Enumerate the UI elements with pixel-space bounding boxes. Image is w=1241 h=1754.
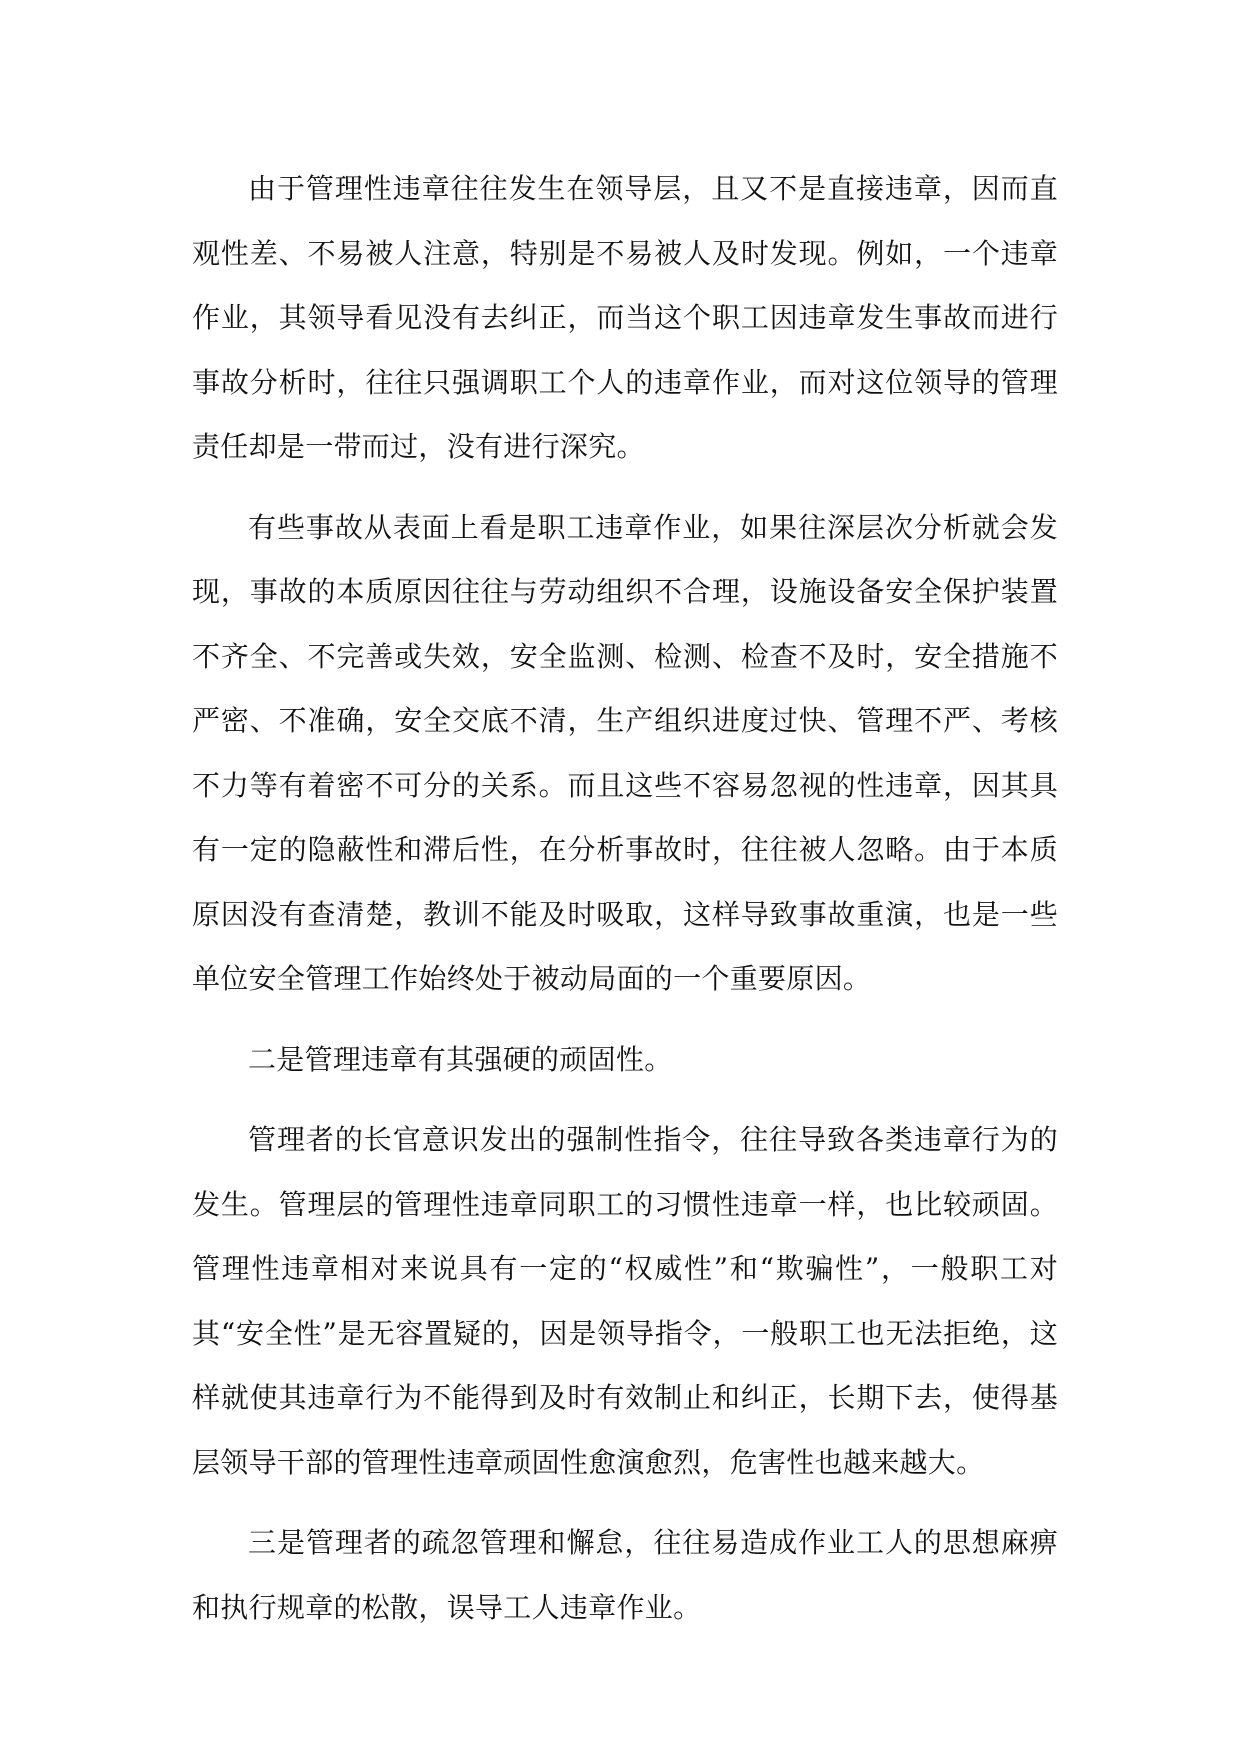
paragraph-2: 有些事故从表面上看是职工违章作业，如果往深层次分析就会发现，事故的本质原因往往与劳动组织不合理，设施设备安全保护装置不齐全、不完善或失效，安全监测、检测、检查不及时，安全措施不严密、不准确，安全交底不清，生产组织进度过快、管理不严、考核不力等有着密不可分的关系。而且这些不容易忽视的性违章，因其具有一定的隐蔽性和滞后性，在分析事故时，往往被人忽略。由于本质原因没有查清楚，教训不能及时吸取，这样导致事故重演，也是一些单位安全管理工作始终处于被动局面的一个重要原因。: [192, 510, 1058, 995]
paragraph-3-heading: 二是管理违章有其强硬的顽固性。: [248, 1042, 673, 1076]
paragraph-4: 管理者的长官意识发出的强制性指令，往往导致各类违章行为的发生。管理层的管理性违章同职工的习惯性违章一样，也比较顽固。管理性违章相对来说具有一定的“权威性”和“欺骗性”，一般职工对其“安全性”是无容置疑的，因是领导指令，一般职工也无法拒绝，这样就使其违章行为不能得到及时有效制止和纠正，长期下去，使得基层领导干部的管理性违章顽固性愈演愈烈，危害性也越来越大。: [192, 1123, 1058, 1479]
paragraph-1: 由于管理性违章往往发生在领导层，且又不是直接违章，因而直观性差、不易被人注意，特别是不易被人及时发现。例如，一个违章作业，其领导看见没有去纠正，而当这个职工因违章发生事故而进行事故分析时，往往只强调职工个人的违章作业，而对这位领导的管理责任却是一带而过，没有进行深究。: [192, 172, 1058, 463]
document-page: [192, 157, 1058, 1656]
paragraph-5: 三是管理者的疏忽管理和懈怠，往往易造成作业工人的思想麻痹和执行规章的松散，误导工人违章作业。: [192, 1526, 1058, 1624]
